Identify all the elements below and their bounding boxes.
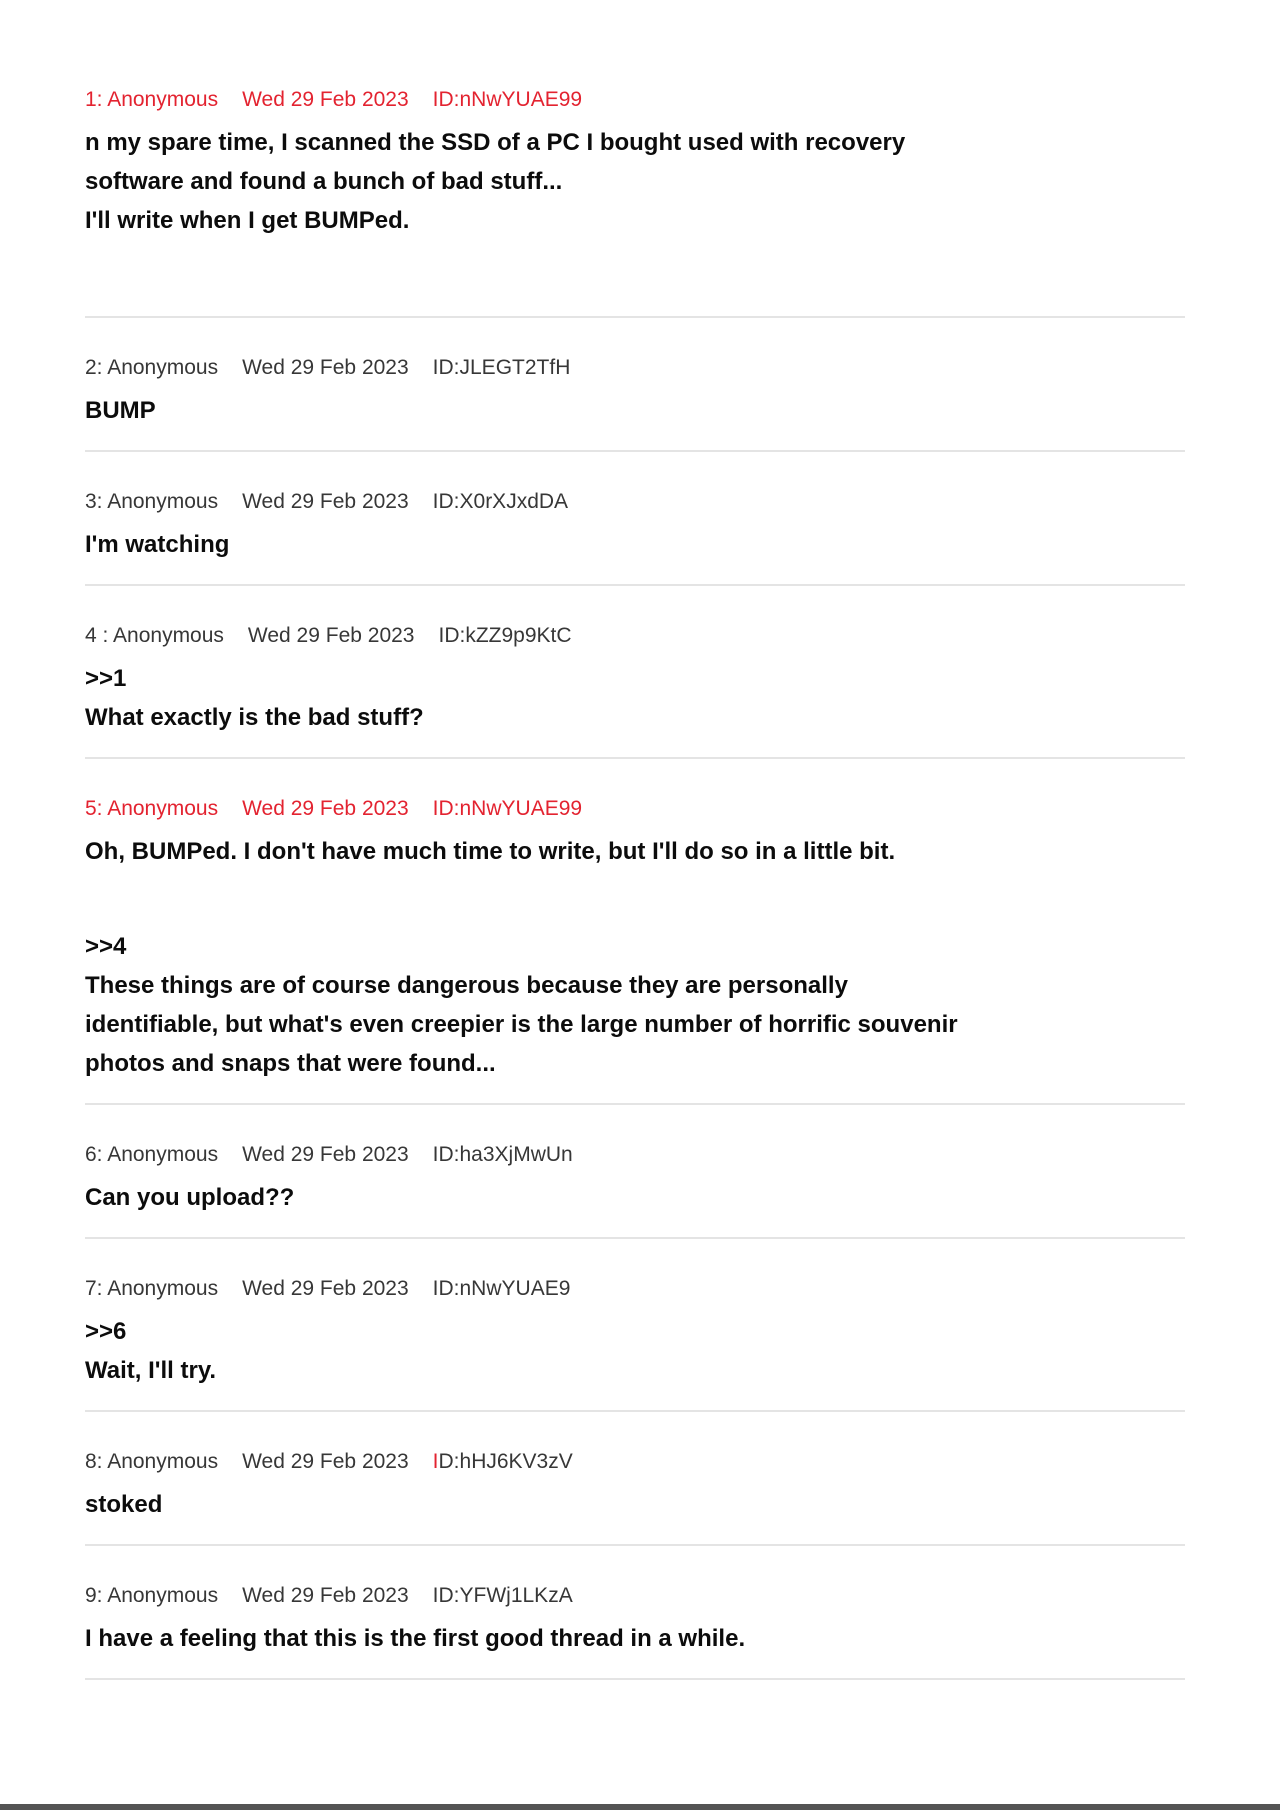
post-text: I'll write when I get BUMPed. <box>85 207 410 234</box>
post-divider <box>85 584 1185 586</box>
post-number-and-name: 9: Anonymous <box>85 1584 219 1607</box>
post-divider <box>85 316 1185 318</box>
post <box>85 1275 1185 1390</box>
post-id-value: ID:JLEGT2TfH <box>432 356 571 379</box>
post-body <box>85 123 1185 296</box>
post-number-and-name: 6: Anonymous <box>85 1143 219 1166</box>
post-text: Can you upload?? <box>85 1184 295 1211</box>
post-body <box>85 391 1185 430</box>
post-header <box>85 1582 1185 1609</box>
post-id-value: ID:ha3XjMwUn <box>432 1143 573 1166</box>
post-body <box>85 1312 1185 1390</box>
post-text: identifiable, but what's even creepier is the large number of horrific souvenir <box>85 1011 958 1038</box>
post-date: Wed 29 Feb 2023 <box>247 624 415 647</box>
blank-line <box>85 871 1185 927</box>
post-body <box>85 1485 1185 1524</box>
post-id <box>433 1141 573 1168</box>
post-id-value: ID:nNwYUAE99 <box>432 88 583 111</box>
post-header <box>85 488 1185 515</box>
post-divider <box>85 1544 1185 1546</box>
post-id <box>433 1275 571 1302</box>
post-number-and-name: 1: Anonymous <box>85 88 219 111</box>
post-text: Wait, I'll try. <box>85 1357 217 1384</box>
post-id-value: ID:nNwYUAE99 <box>432 797 583 820</box>
post-header <box>85 795 1185 822</box>
post-text: stoked <box>85 1491 163 1518</box>
post-divider <box>85 1237 1185 1239</box>
post-text: n my spare time, I scanned the SSD of a PC I bought used with recovery <box>85 129 906 156</box>
post-date: Wed 29 Feb 2023 <box>242 1584 409 1607</box>
post-id-value: ID:kZZ9p9KtC <box>438 624 572 647</box>
post-date: Wed 29 Feb 2023 <box>242 356 409 379</box>
post-id <box>433 1448 573 1475</box>
post <box>85 1141 1185 1217</box>
post-header <box>85 1141 1185 1168</box>
post-number-and-name: 7: Anonymous <box>85 1277 219 1300</box>
post-id <box>433 488 568 515</box>
post-id-value: ID:nNwYUAE9 <box>432 1277 571 1300</box>
post-divider <box>85 1678 1185 1680</box>
quote-link[interactable]: >>4 <box>85 933 127 960</box>
post-text: I'm watching <box>85 531 230 558</box>
post-number-and-name: 3: Anonymous <box>85 490 219 513</box>
post <box>85 354 1185 430</box>
post-text: Oh, BUMPed. I don't have much time to write, but I'll do so in a little bit. <box>85 838 896 865</box>
post-header <box>85 1275 1185 1302</box>
post-number-and-name: 4 : Anonymous <box>85 624 224 647</box>
post <box>85 795 1185 1083</box>
post-date: Wed 29 Feb 2023 <box>242 88 409 111</box>
post-number-and-name: 8: Anonymous <box>85 1450 219 1473</box>
post-date: Wed 29 Feb 2023 <box>242 797 409 820</box>
post-text: software and found a bunch of bad stuff... <box>85 168 563 195</box>
post <box>85 86 1185 296</box>
post-id-prefix: I <box>432 1450 439 1473</box>
post-number-and-name: 5: Anonymous <box>85 797 219 820</box>
post-id <box>433 86 582 113</box>
post-divider <box>85 757 1185 759</box>
bottom-bar <box>0 1804 1280 1810</box>
post-text: I have a feeling that this is the first good thread in a while. <box>85 1625 746 1652</box>
post-date: Wed 29 Feb 2023 <box>242 1143 409 1166</box>
post-id-value: D:hHJ6KV3zV <box>438 1450 573 1473</box>
post-date: Wed 29 Feb 2023 <box>242 1450 409 1473</box>
blank-line <box>85 240 1185 296</box>
post-header <box>85 354 1185 381</box>
post <box>85 622 1185 737</box>
post-date: Wed 29 Feb 2023 <box>242 490 409 513</box>
post-divider <box>85 1103 1185 1105</box>
quote-link[interactable]: >>1 <box>85 665 127 692</box>
quote-link[interactable]: >>6 <box>85 1318 127 1345</box>
post-text: These things are of course dangerous because they are personally <box>85 972 848 999</box>
post-date: Wed 29 Feb 2023 <box>242 1277 409 1300</box>
post-text: BUMP <box>85 397 156 424</box>
post-text: What exactly is the bad stuff? <box>85 704 424 731</box>
post-id <box>433 1582 573 1609</box>
post-header <box>85 622 1185 649</box>
post-header <box>85 1448 1185 1475</box>
post-header <box>85 86 1185 113</box>
post <box>85 1582 1185 1658</box>
post-text: photos and snaps that were found... <box>85 1050 496 1077</box>
post-body <box>85 525 1185 564</box>
post-id <box>439 622 572 649</box>
post-id <box>433 354 571 381</box>
post-body <box>85 832 1185 1083</box>
post-divider <box>85 450 1185 452</box>
post-id-value: ID:YFWj1LKzA <box>432 1584 573 1607</box>
post-body <box>85 1619 1185 1658</box>
post-id-value: ID:X0rXJxdDA <box>432 490 569 513</box>
post-body <box>85 1178 1185 1217</box>
post-id <box>433 795 582 822</box>
post <box>85 488 1185 564</box>
post-number-and-name: 2: Anonymous <box>85 356 219 379</box>
post-body <box>85 659 1185 737</box>
post-divider <box>85 1410 1185 1412</box>
post <box>85 1448 1185 1524</box>
